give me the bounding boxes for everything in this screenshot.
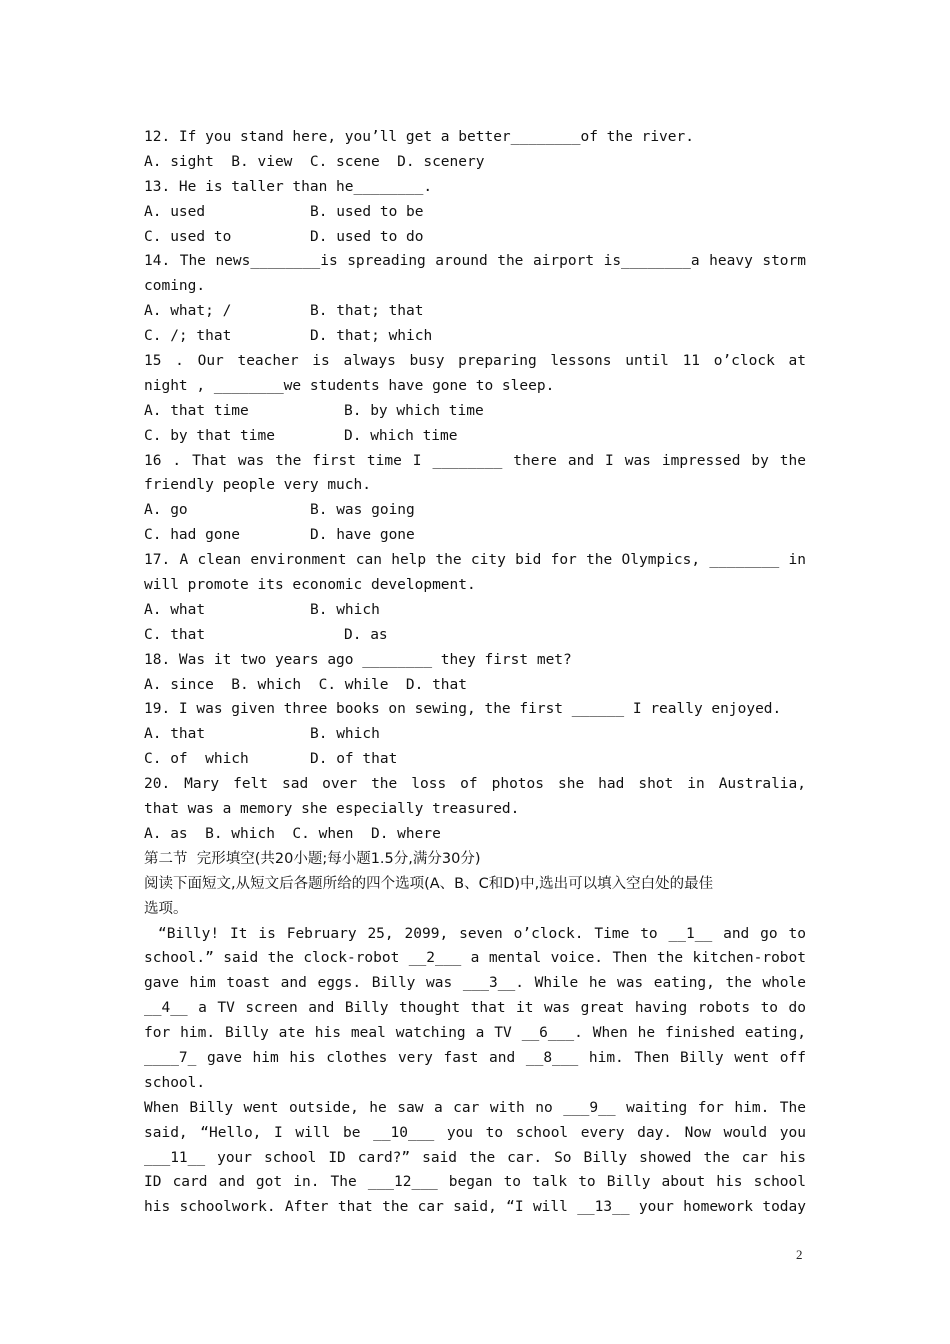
question-12-options: A. sight B. view C. scene D. scenery — [144, 153, 485, 170]
option-a: A. used — [144, 203, 206, 220]
question-14-stem-line-2: coming. — [144, 278, 206, 295]
option-a: A. that time — [144, 402, 249, 419]
option-c: C. /; that — [144, 328, 232, 345]
passage-p2-line-4: ID card and got in. The ___12___ began to talk to Billy about his school — [144, 1174, 806, 1191]
question-20-options: A. as B. which C. when D. where — [144, 825, 441, 842]
option-c: C. of which — [144, 751, 249, 768]
option-d: D. used to do — [310, 228, 424, 245]
question-17-stem-line-2: will promote its economic development. — [144, 577, 476, 594]
passage-p1-line-4: __4__ a TV screen and Billy thought that it was great having robots to do — [144, 1000, 806, 1017]
option-a: A. what — [144, 601, 206, 618]
option-d: D. that; which — [310, 328, 433, 345]
option-c: C. by that time — [144, 427, 275, 444]
passage-p2-line-3: ___11__ your school ID card?” said the car. So Billy showed the car his — [144, 1149, 806, 1166]
question-15-options-row-1 — [144, 399, 806, 424]
question-19-options-row-1 — [144, 722, 806, 747]
question-18-options: A. since B. which C. while D. that — [144, 676, 468, 693]
passage-p2-line-1: When Billy went outside, he saw a car with no ___9__ waiting for him. The — [144, 1099, 806, 1116]
question-16-options-row-1 — [144, 498, 806, 523]
option-a: A. go — [144, 502, 188, 519]
page-content — [144, 125, 806, 1220]
question-17-stem-line-1: 17. A clean environment can help the city bid for the Olympics, ________ in — [144, 552, 806, 569]
passage-p1-line-5: for him. Billy ate his meal watching a TV __6___. When he finished eating, — [144, 1025, 806, 1042]
question-14-stem-line-1: 14. The news________is spreading around the airport is________a heavy storm — [144, 253, 806, 270]
option-d: D. which time — [344, 427, 458, 444]
question-16-options-row-2 — [144, 523, 806, 548]
option-b: B. was going — [310, 502, 415, 519]
question-16-stem-line-1: 16 . That was the first time I ________ there and I was impressed by the — [144, 452, 806, 469]
question-13-options-row-1 — [144, 200, 806, 225]
question-15-stem-line-2: night , ________we students have gone to sleep. — [144, 377, 555, 394]
question-18-stem: 18. Was it two years ago ________ they first met? — [144, 651, 572, 668]
question-15-stem-line-1: 15 . Our teacher is always busy preparing lessons until 11 o’clock at — [144, 353, 806, 370]
passage-p2-line-2: said, “Hello, I will be __10___ you to school every day. Now would you — [144, 1124, 806, 1141]
question-13-options-row-2 — [144, 225, 806, 250]
passage-p2-line-5: his schoolwork. After that the car said, “I will __13__ your homework today — [144, 1199, 806, 1216]
option-c: C. used to — [144, 228, 232, 245]
question-12-stem: 12. If you stand here, you’ll get a better________of the river. — [144, 129, 694, 145]
question-19-options-row-2 — [144, 747, 806, 772]
section-title: 第二节 完形填空(共20小题;每小题1.5分,满分30分) — [144, 850, 481, 867]
question-17-options-row-2 — [144, 623, 806, 648]
question-14-options-row-1 — [144, 299, 806, 324]
option-a: A. what; / — [144, 303, 232, 320]
option-d: D. of that — [310, 751, 398, 768]
question-19-stem: 19. I was given three books on sewing, the first ______ I really enjoyed. — [144, 701, 782, 718]
question-17-options-row-1 — [144, 598, 806, 623]
option-b: B. that; that — [310, 303, 424, 320]
passage-p1-line-3: gave him toast and eggs. Billy was ___3__. While he was eating, the whole — [144, 975, 806, 992]
passage-p1-line-6: ____7_ gave him his clothes very fast and __8___ him. Then Billy went off — [144, 1049, 806, 1066]
option-b: B. which — [310, 726, 380, 743]
option-c: C. had gone — [144, 527, 241, 544]
section-instructions-line-1: 阅读下面短文,从短文后各题所给的四个选项(A、B、C和D)中,选出可以填入空白处的最佳 — [144, 875, 714, 892]
option-a: A. that — [144, 726, 206, 743]
passage-p1-line-1: “Billy! It is February 25, 2099, seven o’clock. Time to __1__ and go to — [158, 925, 806, 942]
question-20-stem-line-2: that was a memory she especially treasured. — [144, 801, 520, 818]
option-b: B. used to be — [310, 203, 424, 220]
option-b: B. by which time — [344, 402, 484, 419]
question-20-stem-line-1: 20. Mary felt sad over the loss of photos she had shot in Australia, — [144, 776, 806, 793]
question-13-stem: 13. He is taller than he________. — [144, 178, 433, 195]
option-d: D. as — [344, 626, 388, 643]
option-c: C. that — [144, 626, 206, 643]
question-15-options-row-2 — [144, 424, 806, 449]
passage-p1-line-7: school. — [144, 1074, 206, 1091]
option-d: D. have gone — [310, 527, 415, 544]
page-number: 2 — [796, 1247, 803, 1262]
section-instructions-line-2: 选项。 — [144, 900, 188, 917]
question-14-options-row-2 — [144, 324, 806, 349]
question-16-stem-line-2: friendly people very much. — [144, 477, 371, 494]
passage-p1-line-2: school.” said the clock-robot __2___ a mental voice. Then the kitchen-robot — [144, 950, 806, 967]
option-b: B. which — [310, 601, 380, 618]
